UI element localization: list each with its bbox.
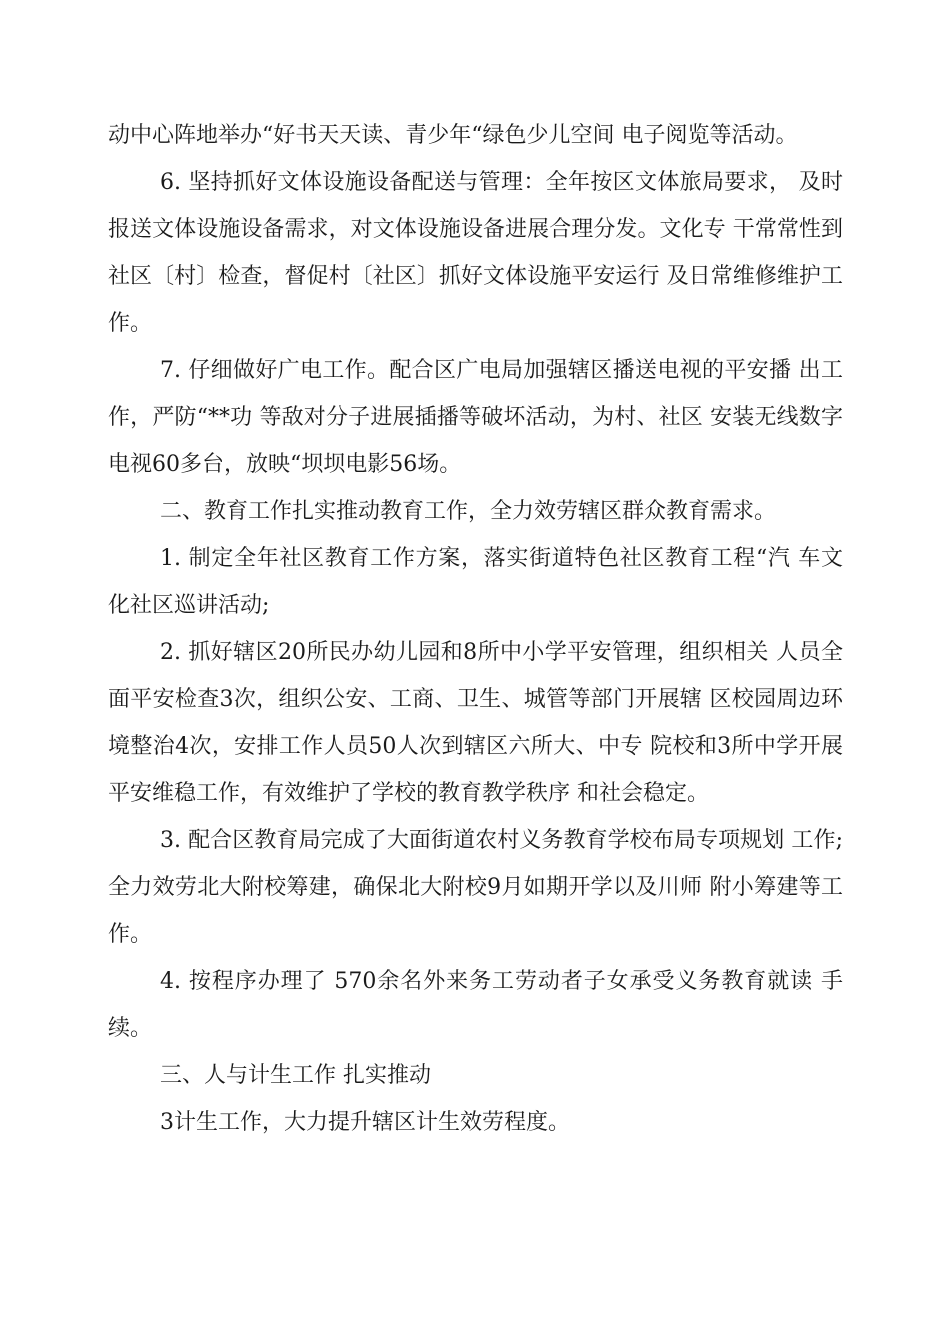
paragraph-activities-continued: 动中心阵地举办“好书天天读、青少年“绿色少儿空间 电子阅览等活动。 bbox=[108, 123, 798, 148]
paragraph-education-item-4: 4. 按程序办理了 570余名外来务工劳动者子女承受义务教育就读 手续。 bbox=[108, 969, 843, 1041]
document-body bbox=[108, 112, 843, 1146]
paragraph-education-item-1: 1. 制定全年社区教育工作方案，落实街道特色社区教育工程“汽 车文化社区巡讲活动; bbox=[108, 546, 843, 618]
paragraph-education-item-3: 3. 配合区教育局完成了大面街道农村义务教育学校布局专项规划 工作;全力效劳北大附校筹建，确保北大附校9月如期开学以及川师 附小筹建等工作。 bbox=[108, 828, 843, 947]
section-heading-family-planning: 三、人与计生工作 扎实推动 bbox=[160, 1063, 431, 1088]
paragraph-education-item-2: 2. 抓好辖区20所民办幼儿园和8所中小学平安管理，组织相关 人员全面平安检查3次，组织公安、工商、卫生、城管等部门开展辖 区校园周边环境整治4次，安排工作人员50人次到辖区六所大、中专 院校和3所中学开展平安维稳工作，有效维护了学校的教育教学秩序 和社会稳定。 bbox=[108, 640, 843, 806]
section-heading-education: 二、教育工作扎实推动教育工作，全力效劳辖区群众教育需求。 bbox=[160, 499, 777, 524]
paragraph-item-7-broadcast: 7. 仔细做好广电工作。配合区广电局加强辖区播送电视的平安播 出工作，严防“**功 等敌对分子进展插播等破坏活动，为村、社区 安装无线数字电视60多台，放映“坝坝电影56场。 bbox=[108, 358, 843, 477]
paragraph-family-planning-intro: 3计生工作，大力提升辖区计生效劳程度。 bbox=[160, 1110, 570, 1135]
paragraph-item-6-facilities: 6. 坚持抓好文体设施设备配送与管理：全年按区文体旅局要求， 及时报送文体设施设备需求，对文体设施设备进展合理分发。文化专 干常常性到社区〔村〕检查，督促村〔社区〕抓好文体设施平安运行 及日常维修维护工作。 bbox=[108, 170, 843, 336]
